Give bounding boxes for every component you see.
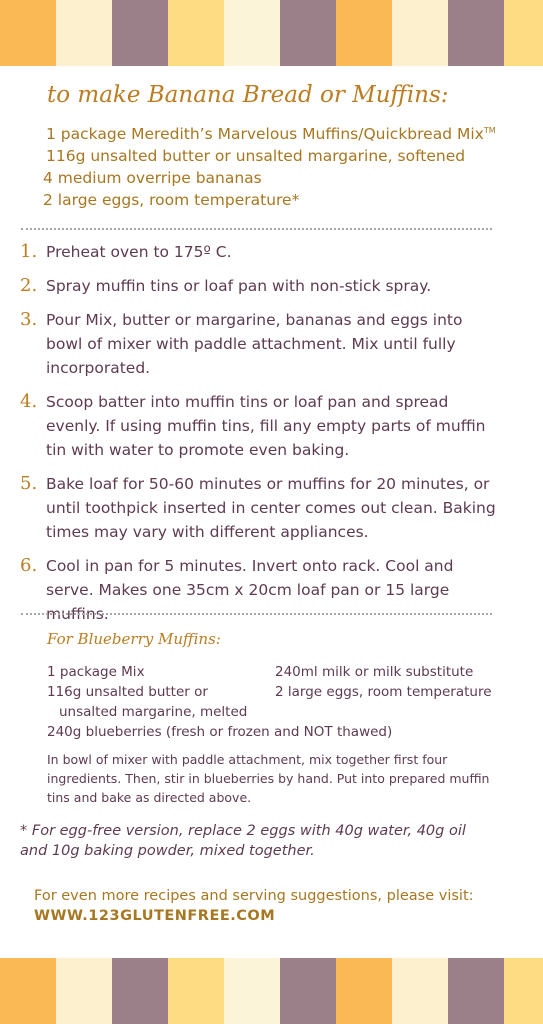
step-text: Preheat oven to 175º C. xyxy=(46,243,232,261)
step-text: Cool in pan for 5 minutes. Invert onto rack. Cool and serve. Makes one 35cm x 20cm loaf pan or 15 large muffins. xyxy=(46,557,454,623)
recipe-heading: to make Banana Bread or Muffins: xyxy=(47,82,449,108)
recipe-card xyxy=(0,66,543,958)
ingredient-list xyxy=(43,120,496,211)
stripe xyxy=(112,958,168,1024)
stripe xyxy=(504,958,543,1024)
stripe xyxy=(56,0,112,66)
stripe xyxy=(448,958,504,1024)
step-text: Pour Mix, butter or margarine, bananas and eggs into bowl of mixer with paddle attachment. Mix until fully incorporated. xyxy=(46,311,463,377)
step-text: Spray muffin tins or loaf pan with non-stick spray. xyxy=(46,277,432,295)
stripe xyxy=(336,0,392,66)
stripe xyxy=(392,0,448,66)
step-item xyxy=(20,274,500,298)
blueberry-ingredient: 116g unsalted butter or xyxy=(47,684,208,700)
step-number: 6. xyxy=(20,555,38,576)
stripe xyxy=(392,958,448,1024)
website-url: WWW.123GLUTENFREE.COM xyxy=(34,908,276,924)
stripe xyxy=(336,958,392,1024)
ingredient-item: 1 package Meredith’s Marvelous Muffins/Quickbread Mix™ xyxy=(46,125,496,144)
step-number: 4. xyxy=(20,391,38,412)
stripe xyxy=(168,0,224,66)
stripe xyxy=(280,958,336,1024)
bottom-stripe-border xyxy=(0,958,543,1024)
blueberry-ingredient: unsalted margarine, melted xyxy=(59,704,248,720)
visit-text: For even more recipes and serving suggestions, please visit: xyxy=(34,888,474,904)
step-number: 3. xyxy=(20,309,38,330)
ingredient-item: 2 large eggs, room temperature* xyxy=(43,191,300,210)
step-item xyxy=(20,308,500,380)
blueberry-ingredient: 2 large eggs, room temperature xyxy=(275,684,492,700)
stripe xyxy=(0,0,56,66)
stripe xyxy=(224,0,280,66)
egg-free-footnote: * For egg-free version, replace 2 eggs with 40g water, 40g oil and 10g baking powder, mixed together. xyxy=(20,823,466,859)
blueberry-instructions: In bowl of mixer with paddle attachment, mix together first four ingredients. Then, stir in blueberries by hand. Put into prepared muffin tins and bake as directed above. xyxy=(47,752,490,805)
step-item xyxy=(20,240,500,264)
stripe xyxy=(168,958,224,1024)
dotted-divider xyxy=(21,613,492,615)
stripe xyxy=(280,0,336,66)
stripe xyxy=(112,0,168,66)
step-item xyxy=(20,390,500,462)
step-text: Bake loaf for 50-60 minutes or muffins for 20 minutes, or until toothpick inserted in center comes out clean. Baking times may vary with different appliances. xyxy=(46,475,496,541)
blueberry-ingredient: 240ml milk or milk substitute xyxy=(275,664,474,680)
instruction-steps xyxy=(20,240,500,636)
blueberry-ingredient: 240g blueberries (fresh or frozen and NOT thawed) xyxy=(47,724,393,740)
stripe xyxy=(56,958,112,1024)
stripe xyxy=(224,958,280,1024)
step-item xyxy=(20,472,500,544)
top-stripe-border xyxy=(0,0,543,66)
step-text: Scoop batter into muffin tins or loaf pan and spread evenly. If using muffin tins, fill any empty parts of muffin tin with water to promote even baking. xyxy=(46,393,486,459)
trademark-mark: TM xyxy=(483,126,496,135)
ingredient-item: 4 medium overripe bananas xyxy=(43,169,262,188)
step-number: 2. xyxy=(20,275,38,296)
step-number: 5. xyxy=(20,473,38,494)
step-number: 1. xyxy=(20,241,38,262)
step-item xyxy=(20,554,500,626)
stripe xyxy=(448,0,504,66)
stripe xyxy=(504,0,543,66)
ingredient-item: 116g unsalted butter or unsalted margarine, softened xyxy=(46,147,466,166)
dotted-divider xyxy=(21,228,492,230)
blueberry-ingredient: 1 package Mix xyxy=(47,664,145,680)
blueberry-heading: For Blueberry Muffins: xyxy=(47,630,221,648)
stripe xyxy=(0,958,56,1024)
